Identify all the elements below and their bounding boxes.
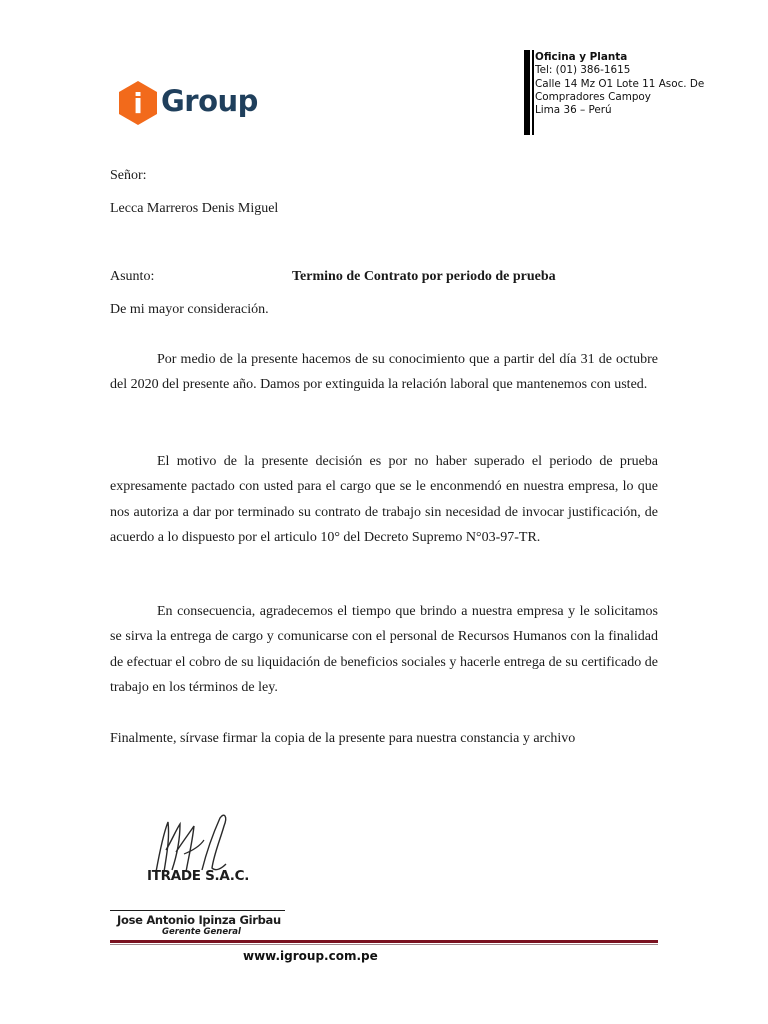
- signature-company: ITRADE S.A.C.: [147, 868, 250, 884]
- recipient-name: Lecca Marreros Denis Miguel: [110, 201, 279, 216]
- signatory-name: Jose Antonio Ipinza Girbau: [117, 913, 281, 927]
- paragraph-1: [110, 347, 658, 398]
- hexagon-logo-icon: [117, 80, 159, 126]
- contact-title: Oficina y Planta: [535, 51, 628, 63]
- contact-address-line2: Compradores Campoy: [535, 90, 651, 103]
- signature-block: [110, 810, 300, 937]
- logo-wordmark: Group: [161, 84, 258, 118]
- paragraph-text: El motivo de la presente decisión es por no haber superado el periodo de prueba expresamente pactado con usted para el cargo que se le enconmendó en nuestra empresa, lo que nos autoriza a dar por terminado su contrato de trabajo sin necesidad de invocar justificación, de acuerdo a lo dispuesto por el articulo 10° del Decreto Supremo N°03-97-TR.: [110, 454, 658, 545]
- footer-rule: [110, 940, 658, 943]
- salutation: Señor:: [110, 168, 147, 183]
- paragraph-text: Por medio de la presente hacemos de su conocimiento que a partir del día 31 de octubre del 2020 del presente año. Damos por extinguida la relación laboral que mantenemos con usted.: [110, 352, 658, 393]
- footer-website: www.igroup.com.pe: [243, 949, 378, 963]
- paragraph-2: [110, 449, 658, 550]
- contact-address-line3: Lima 36 – Perú: [535, 104, 612, 117]
- subject-label: Asunto:: [110, 269, 155, 284]
- contact-block: [535, 51, 705, 117]
- signature-line: [110, 910, 285, 911]
- paragraph-3: [110, 599, 658, 700]
- footer-rule-thin: [110, 944, 658, 945]
- svg-text:i: i: [133, 87, 143, 120]
- contact-address-line1: Calle 14 Mz O1 Lote 11 Asoc. De: [535, 77, 705, 90]
- greeting: De mi mayor consideración.: [110, 302, 269, 317]
- contact-divider-bar: [524, 50, 530, 135]
- closing-line: Finalmente, sírvase firmar la copia de la presente para nuestra constancia y archivo: [110, 731, 576, 746]
- signatory-role: Gerente General: [162, 927, 241, 937]
- subject-title: Termino de Contrato por periodo de prueba: [292, 269, 556, 284]
- contact-divider-thin: [532, 50, 534, 135]
- paragraph-text: En consecuencia, agradecemos el tiempo que brindo a nuestra empresa y le solicitamos se sirva la entrega de cargo y comunicarse con el personal de Recursos Humanos con la finalidad de efectuar el cobro de su liquidación de beneficios sociales y hacerle entrega de su certificado de trabajo en los términos de ley.: [110, 604, 658, 695]
- contact-phone: Tel: (01) 386-1615: [535, 64, 631, 77]
